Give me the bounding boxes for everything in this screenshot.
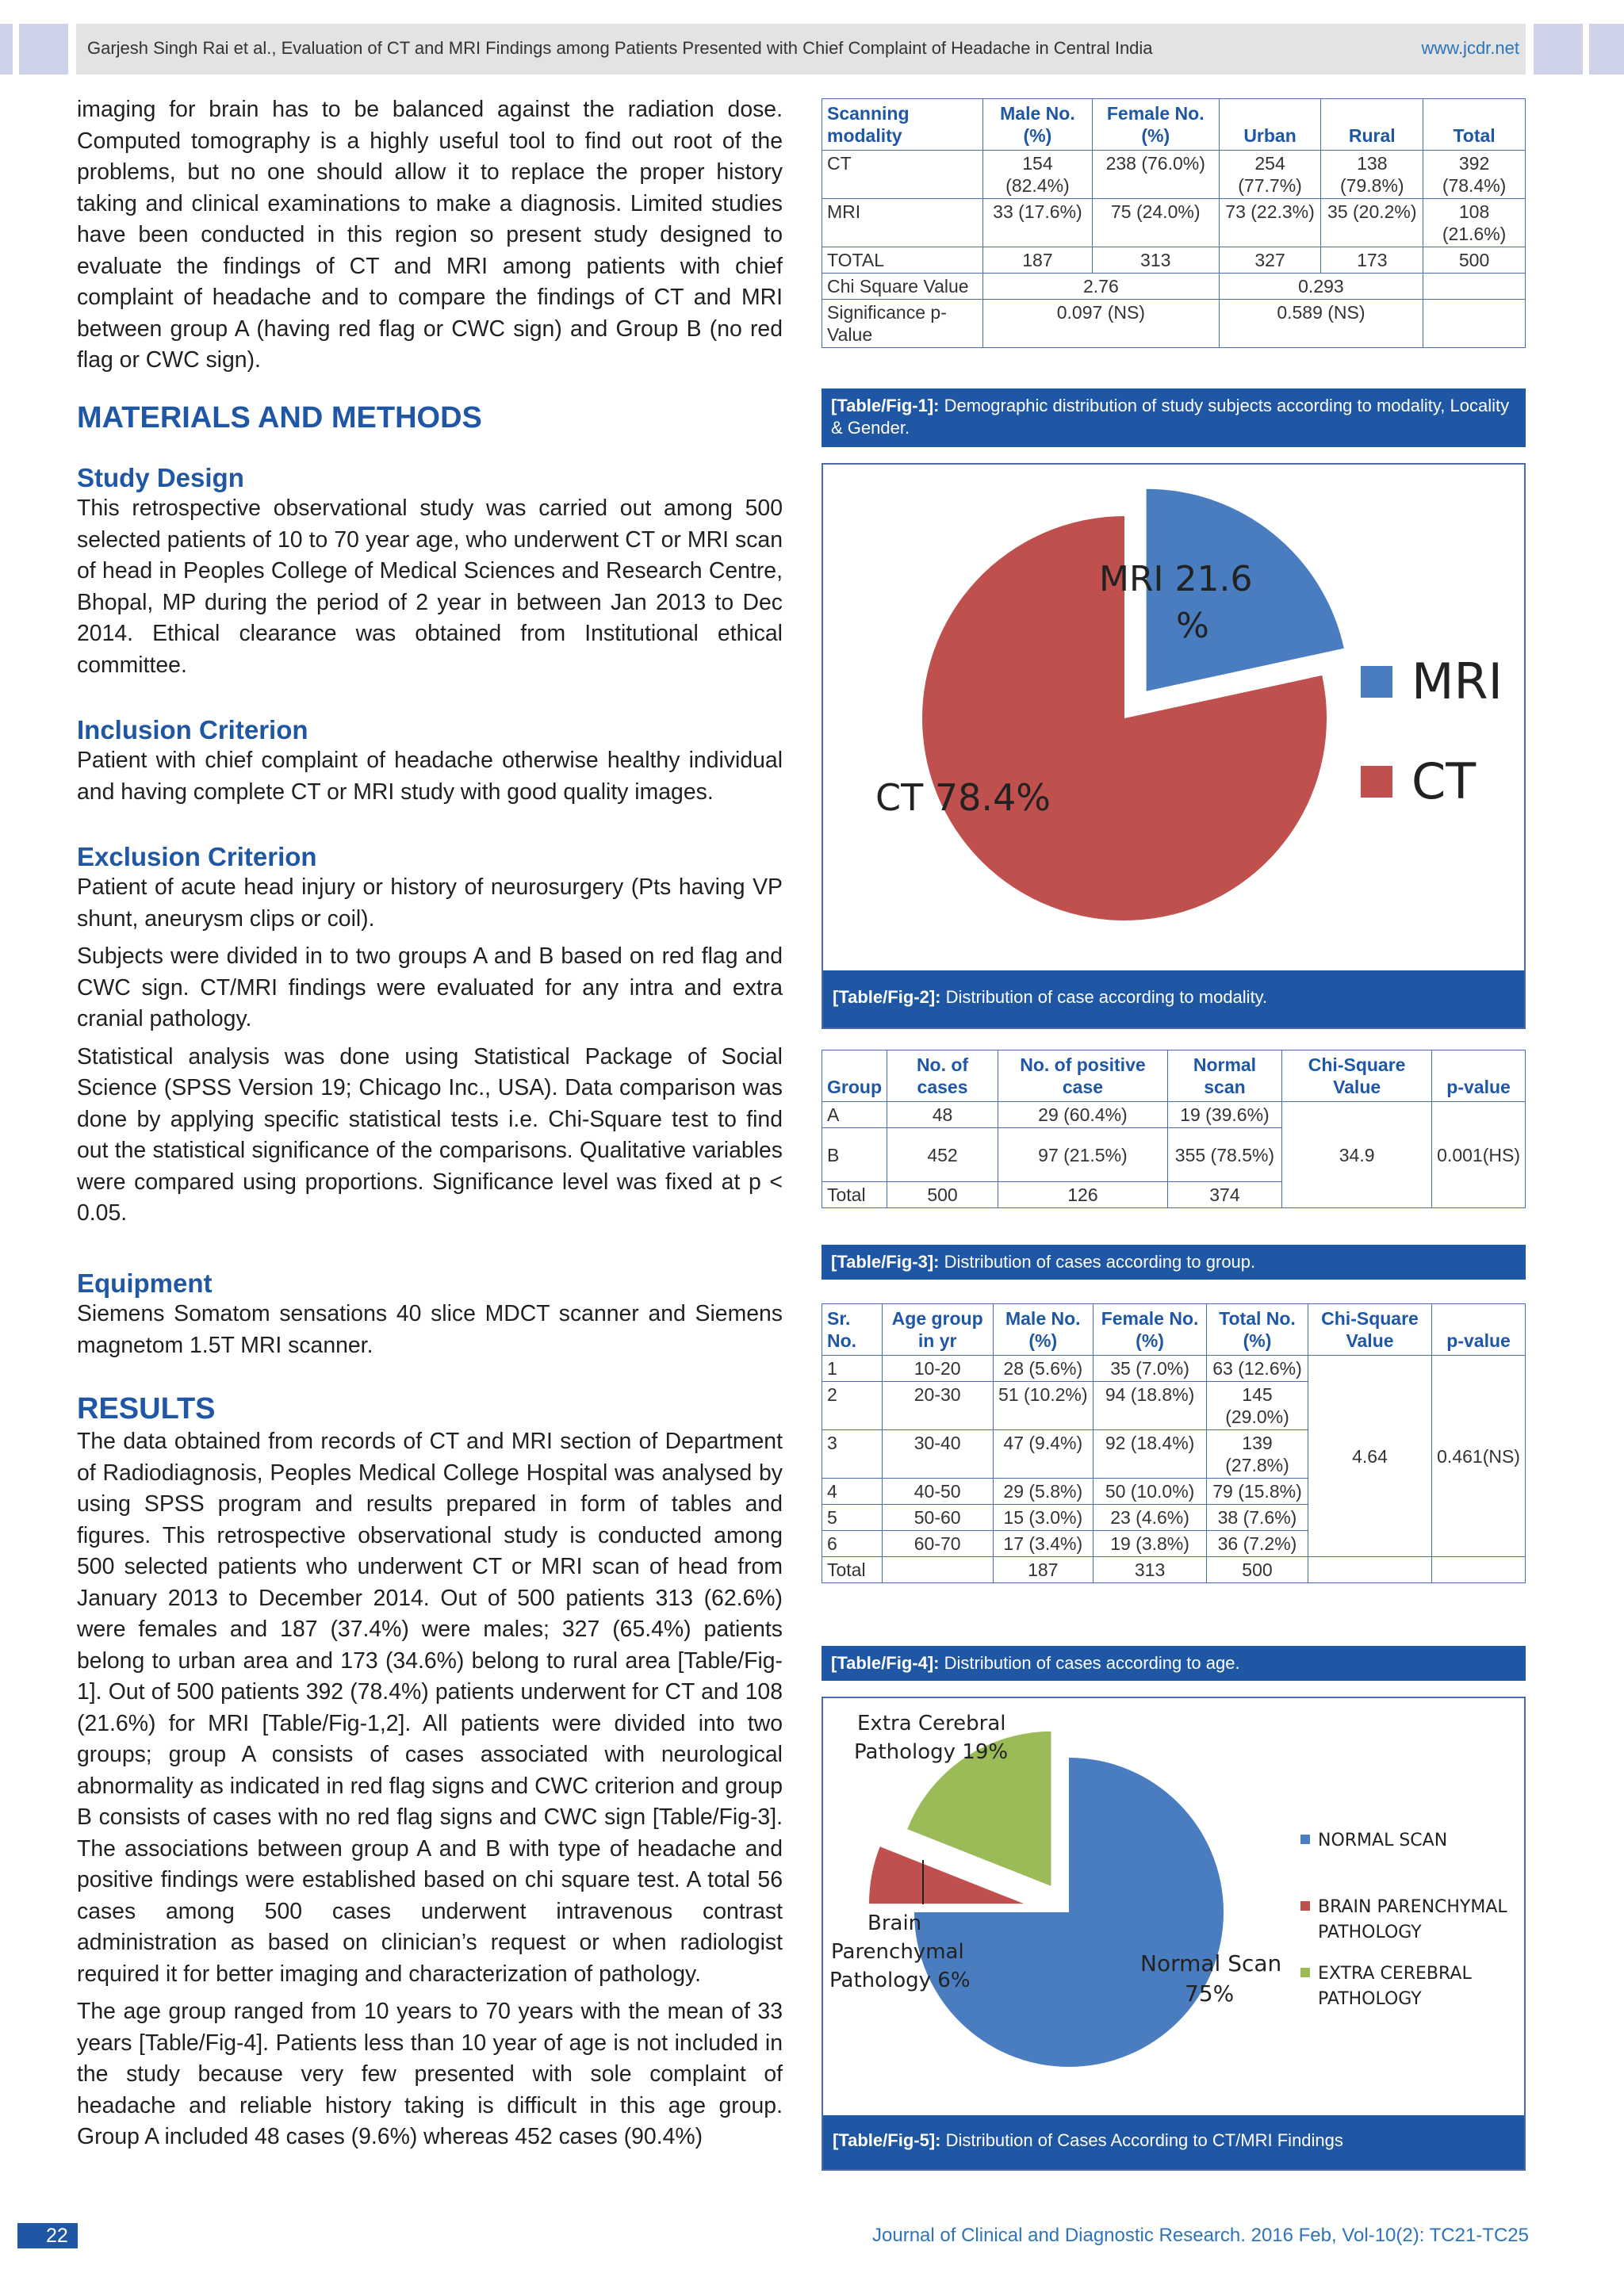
header-edge-left [0,24,13,75]
table-cell: 60-70 [882,1531,993,1557]
subheading-inclusion: Inclusion Criterion [77,715,308,744]
table-header-cell: Urban [1219,99,1321,151]
table-cell: 6 [822,1531,883,1557]
table-header-cell: Chi-Square Value [1308,1304,1431,1356]
equipment-block [77,1269,783,1368]
table-cell: 500 [1423,247,1526,274]
table-cell: 35 (20.2%) [1321,199,1423,247]
table-cell: 313 [1094,1557,1207,1583]
table-cell: 4 [822,1479,883,1505]
legend-label-mri: MRI [1411,652,1503,710]
table-header-cell: Male No. (%) [993,1304,1094,1356]
table-cell: 36 (7.2%) [1207,1531,1308,1557]
table-cell: 40-50 [882,1479,993,1505]
legend-swatch-brain [1300,1901,1310,1911]
table-cell: 63 (12.6%) [1207,1356,1308,1382]
legend-label-ct: CT [1411,752,1477,810]
table-cell: A [822,1102,887,1128]
legend-label-brain-line1: BRAIN PARENCHYMAL [1318,1897,1507,1917]
legend-swatch-extra [1300,1968,1310,1977]
statistics-paragraph: Statistical analysis was done using Statistical Package of Social Science (SPSS Version 19; Chicago Inc., USA). Data comparison was done by applying specific statistical tests i.e. Chi-Square test to find out the statistical significance of the comparisons. Qualitative variables were compared using proportions. Significance level was fixed at p < 0.05. [77,1043,783,1226]
table-cell [1308,1557,1431,1583]
pie-label-brain-line2: Parenchymal [831,1940,964,1964]
pie-chart-modality [823,465,1524,972]
table-cell: 154 (82.4%) [983,151,1093,199]
pie-label-extra-line2: Pathology 19% [854,1740,1009,1764]
table-header-cell: Female No. (%) [1092,99,1219,151]
table-cell: 187 [983,247,1093,274]
legend-swatch-normal [1300,1835,1310,1844]
table-row [822,151,1526,199]
subheading-equipment: Equipment [77,1269,213,1298]
table-cell: 48 [887,1102,998,1128]
table-header-cell: Scanning modality [822,99,983,151]
table-cell [1423,274,1526,300]
table-header-cell: No. of positive case [998,1050,1168,1102]
table-cell: 34.9 [1282,1102,1432,1208]
header-edge-right [1589,24,1624,75]
methods-heading-block [77,401,783,435]
caption-ref: [Table/Fig-5]: [833,2130,941,2150]
table-cell: 35 (7.0%) [1094,1356,1207,1382]
table-cell: 10-20 [882,1356,993,1382]
table-cell: 452 [887,1128,998,1182]
caption-ref: [Table/Fig-3]: [831,1252,940,1272]
page-number: 22 [17,2223,78,2248]
table-cell [1423,300,1526,348]
table-header-cell: Age group in yr [882,1304,993,1356]
table-cell: 75 (24.0%) [1092,199,1219,247]
table-cell: 138 (79.8%) [1321,151,1423,199]
legend-label-brain-line2: PATHOLOGY [1318,1923,1422,1942]
caption-ref: [Table/Fig-2]: [833,987,941,1007]
legend-swatch-ct [1361,766,1392,798]
caption-text: Distribution of Cases According to CT/MRI Findings [945,2130,1343,2150]
inclusion-paragraph: Patient with chief complaint of headache otherwise healthy individual and having complete CT or MRI study with good quality images. [77,748,783,805]
table-cell: 139 (27.8%) [1207,1430,1308,1479]
caption-fig-4 [822,1646,1526,1681]
table-cell: Significance p-Value [822,300,983,348]
pie-label-mri-line1: MRI 21.6 [1099,559,1253,599]
table-cell [882,1557,993,1583]
figure-fig-2 [822,463,1526,1029]
exclusion-paragraph: Patient of acute head injury or history of neurosurgery (Pts having VP shunt, aneurysm clips or coil). [77,874,783,932]
journal-website-link[interactable]: www.jcdr.net [1421,38,1519,58]
section-heading-results: RESULTS [77,1392,216,1425]
pie-label-normal-line1: Normal Scan [1140,1950,1282,1976]
pie-label-normal-line2: 75% [1185,1980,1235,2007]
table-cell: 79 (15.8%) [1207,1479,1308,1505]
caption-fig-5 [823,2115,1524,2169]
table-cell: MRI [822,199,983,247]
table-cell: 0.001(HS) [1432,1102,1526,1208]
table-cell: 254 (77.7%) [1219,151,1321,199]
table-cell: 20-30 [882,1382,993,1430]
table-cell: 73 (22.3%) [1219,199,1321,247]
caption-ref: [Table/Fig-4]: [831,1653,940,1673]
table-cell: 15 (3.0%) [993,1505,1094,1531]
legend-label-extra-line1: EXTRA CEREBRAL [1318,1964,1472,1984]
caption-ref: [Table/Fig-1]: [831,396,940,415]
table-cell: 5 [822,1505,883,1531]
table-row [822,1557,1526,1583]
caption-text: Distribution of cases according to age. [944,1653,1240,1673]
table-cell: 126 [998,1182,1168,1208]
caption-fig-1 [822,388,1526,447]
table-header-cell: Normal scan [1167,1050,1281,1102]
table-cell: 50 (10.0%) [1094,1479,1207,1505]
table-cell: 173 [1321,247,1423,274]
table-cell: 313 [1092,247,1219,274]
table-header-cell: Sr. No. [822,1304,883,1356]
table-row [822,300,1526,348]
table-cell: 19 (3.8%) [1094,1531,1207,1557]
header-accent-left [19,24,68,75]
pie-label-mri-line2: % [1176,606,1209,646]
caption-fig-3 [822,1245,1526,1280]
table-cell: 4.64 [1308,1356,1431,1557]
table-header-row [822,1304,1526,1356]
table-row [822,1102,1526,1128]
table-cell: 187 [993,1557,1094,1583]
exclusion-block [77,842,783,1236]
results-paragraph: The data obtained from records of CT and MRI section of Department of Radiodiagnosis, Peoples Medical College Hospital was analysed by using SPSS program and results prepared in form of tables and figures. This retrospective observational study is conducted among 500 selected patients who underwent CT or MRI scan of head from January 2013 to December 2014. Out of 500 patients 313 (62.6%) were females and 187 (37.4%) were males; 327 (65.4%) patients belong to urban area and 173 (34.6%) belong to rural area [Table/Fig-1]. Out of 500 patients 392 (78.4%) patients underwent for CT and 108 (21.6%) for MRI [Table/Fig-1,2]. All patients were divided into two groups; group A consists of cases associated with neurological abnormality as indicated in red flag signs and CWC criterion and group B consists of cases with no red flag signs and CWC sign [Table/Fig-3]. The associations between group A and B with type of headache and positive findings were established based on chi square test. A total 56 cases among 500 cases underwent intravenous contrast administration as based on clinician’s request or when radiologist required it for better imaging and characterization of pathology. [77,1429,783,1987]
table-row [822,247,1526,274]
table-cell: B [822,1128,887,1182]
table-cell: 33 (17.6%) [983,199,1093,247]
table-fig-4 [822,1303,1526,1583]
table-cell: Total [822,1182,887,1208]
table-cell: 29 (5.8%) [993,1479,1094,1505]
table-cell: 30-40 [882,1430,993,1479]
table-cell: 94 (18.8%) [1094,1382,1207,1430]
inclusion-block [77,715,783,814]
table-cell: 50-60 [882,1505,993,1531]
table-cell: Chi Square Value [822,274,983,300]
table-header-cell: Chi-Square Value [1282,1050,1432,1102]
left-column-top [77,94,783,383]
section-heading-methods: MATERIALS AND METHODS [77,401,482,434]
intro-paragraph: imaging for brain has to be balanced against the radiation dose. Computed tomography is a highly useful tool to find out root of the problems, but no one should allow it to replace the proper history taking and clinical examinations to make a diagnosis. Limited studies have been conducted in this region so present study designed to evaluate the findings of CT and MRI among patients with chief complaint of headache and to compare the findings of CT and MRI between group A (having red flag or CWC sign) and Group B (no red flag or CWC sign). [77,97,783,373]
legend-label-extra-line2: PATHOLOGY [1318,1989,1422,2009]
table-cell: TOTAL [822,247,983,274]
results-block [77,1392,783,2160]
caption-text: Distribution of cases according to group. [944,1252,1256,1272]
journal-citation: Journal of Clinical and Diagnostic Research. 2016 Feb, Vol-10(2): TC21-TC25 [872,2225,1529,2246]
table-cell: 28 (5.6%) [993,1356,1094,1382]
table-cell: 500 [1207,1557,1308,1583]
table-cell: 355 (78.5%) [1167,1128,1281,1182]
pie-label-brain-line3: Pathology 6% [829,1969,971,1992]
pie-label-extra-line1: Extra Cerebral [857,1712,1006,1735]
table-cell: CT [822,151,983,199]
pie-label-brain-line1: Brain [868,1911,922,1935]
table-header-row [822,99,1526,151]
study-design-paragraph: This retrospective observational study was carried out among 500 selected patients of 10 to 70 year age, who underwent CT or MRI scan of head in Peoples College of Medical Sciences and Research Centre, Bhopal, MP during the period of 2 year in between Jan 2013 to Dec 2014. Ethical clearance was obtained from Institutional ethical committee. [77,496,783,678]
caption-text: Demographic distribution of study subjects according to modality, Locality & Gender. [831,396,1510,438]
table-cell: Total [822,1557,883,1583]
table-cell: 0.097 (NS) [983,300,1220,348]
table-header-cell: p-value [1432,1304,1526,1356]
table-cell: 238 (76.0%) [1092,151,1219,199]
table-cell: 2.76 [983,274,1220,300]
table-row [822,1356,1526,1382]
table-cell: 0.461(NS) [1432,1356,1526,1557]
table-header-row [822,1050,1526,1102]
table-cell: 327 [1219,247,1321,274]
table-cell [1432,1557,1526,1583]
table-header-cell: Male No. (%) [983,99,1093,151]
table-fig-1 [822,98,1526,348]
caption-text: Distribution of case according to modality. [945,987,1268,1007]
running-header-authors: Garjesh Singh Rai et al., Evaluation of CT and MRI Findings among Patients Presented with Chief Complaint of Headache in Central India [87,38,1153,58]
table-cell: 92 (18.4%) [1094,1430,1207,1479]
table-header-cell: Rural [1321,99,1423,151]
table-cell: 392 (78.4%) [1423,151,1526,199]
table-fig-3 [822,1050,1526,1208]
table-header-cell: Female No. (%) [1094,1304,1207,1356]
figure-fig-5 [822,1697,1526,2171]
legend-label-normal: NORMAL SCAN [1318,1831,1448,1850]
table-cell: 145 (29.0%) [1207,1382,1308,1430]
caption-fig-2 [823,970,1524,1027]
table-cell: 108 (21.6%) [1423,199,1526,247]
table-cell: 51 (10.2%) [993,1382,1094,1430]
table-cell: 19 (39.6%) [1167,1102,1281,1128]
table-header-cell: Total [1423,99,1526,151]
study-design-block [77,463,783,687]
table-row [822,199,1526,247]
table-row [822,274,1526,300]
table-cell: 2 [822,1382,883,1430]
table-header-cell: No. of cases [887,1050,998,1102]
table-header-cell: Total No. (%) [1207,1304,1308,1356]
groups-paragraph: Subjects were divided in to two groups A and B based on red flag and CWC sign. CT/MRI findings were evaluated for any intra and extra cranial pathology. [77,943,783,1031]
table-header-cell: p-value [1432,1050,1526,1102]
age-paragraph: The age group ranged from 10 years to 70 years with the mean of 33 years [Table/Fig-4]. Patients less than 10 year of age is not included in the study because very few presented with sole complaint of headache and reliable history taking is difficult in this age group. Group A included 48 cases (9.6%) whereas 452 cases (90.4%) [77,1999,783,2149]
table-cell: 0.589 (NS) [1219,300,1423,348]
subheading-exclusion: Exclusion Criterion [77,842,317,871]
equipment-paragraph: Siemens Somatom sensations 40 slice MDCT scanner and Siemens magnetom 1.5T MRI scanner. [77,1301,783,1358]
pie-chart-findings [823,1698,1524,2114]
table-cell: 17 (3.4%) [993,1531,1094,1557]
table-cell: 0.293 [1219,274,1423,300]
table-cell: 38 (7.6%) [1207,1505,1308,1531]
table-header-cell: Group [822,1050,887,1102]
table-cell: 23 (4.6%) [1094,1505,1207,1531]
table-cell: 3 [822,1430,883,1479]
subheading-study-design: Study Design [77,463,244,492]
pie-label-ct: CT 78.4% [875,776,1051,819]
table-cell: 29 (60.4%) [998,1102,1168,1128]
table-cell: 47 (9.4%) [993,1430,1094,1479]
table-cell: 97 (21.5%) [998,1128,1168,1182]
header-accent-right [1534,24,1583,75]
table-cell: 374 [1167,1182,1281,1208]
table-cell: 1 [822,1356,883,1382]
table-cell: 500 [887,1182,998,1208]
legend-swatch-mri [1361,666,1392,698]
